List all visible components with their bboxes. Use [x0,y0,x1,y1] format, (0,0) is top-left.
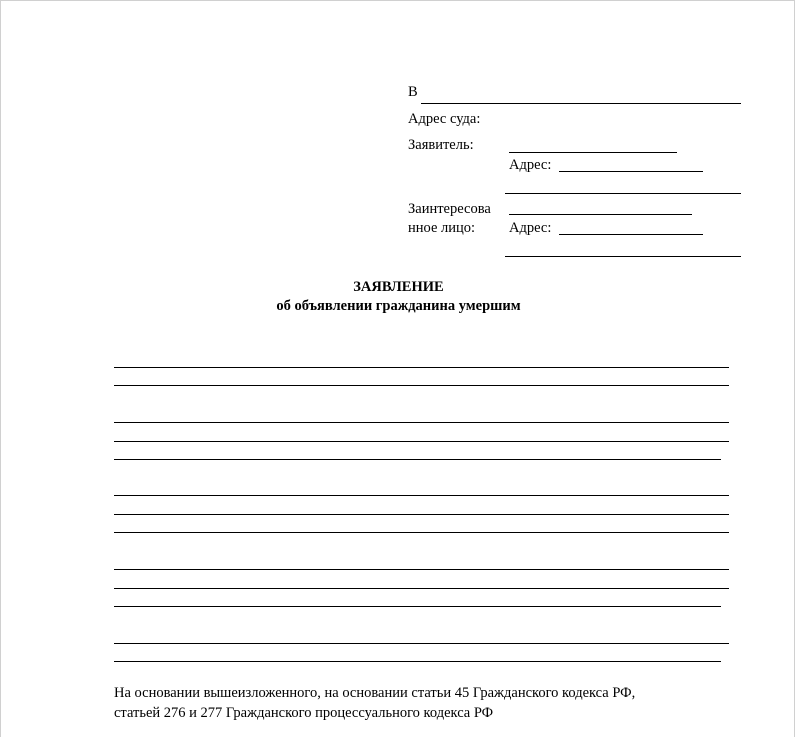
interested-address-blank-2 [505,256,741,257]
body-blank-line [114,385,729,386]
court-name-blank [421,103,741,104]
body-blank-line [114,367,729,368]
court-address-label: Адрес суда: [408,111,481,127]
applicant-address-label: Адрес: [509,157,552,173]
body-blank-line [114,569,729,570]
footer-text-line1: На основании вышеизложенного, на основании статьи 45 Гражданского кодекса РФ, [114,685,636,701]
interested-address-label: Адрес: [509,220,552,236]
body-blank-line [114,441,729,442]
body-blank-line [114,459,721,460]
document-subtitle: об объявлении гражданина умершим [276,298,521,314]
body-blank-line [114,495,729,496]
footer-text-line2: статьей 276 и 277 Гражданского процессуального кодекса РФ [114,705,494,721]
document-title: ЗАЯВЛЕНИЕ [353,279,444,295]
applicant-label: Заявитель: [408,137,474,153]
body-blank-line [114,643,729,644]
interested-name-blank [509,214,692,215]
applicant-address-blank [559,171,703,172]
interested-label-line1: Заинтересова [408,201,491,217]
applicant-name-blank [509,152,677,153]
to-court-label: В [408,84,418,100]
body-blank-line [114,532,729,533]
interested-label-line2: нное лицо: [408,220,476,236]
body-blank-line [114,588,729,589]
interested-address-blank [559,234,703,235]
body-blank-line [114,514,729,515]
applicant-address-blank-2 [505,193,741,194]
body-blank-line [114,606,721,607]
body-blank-line [114,661,721,662]
body-blank-line [114,422,729,423]
